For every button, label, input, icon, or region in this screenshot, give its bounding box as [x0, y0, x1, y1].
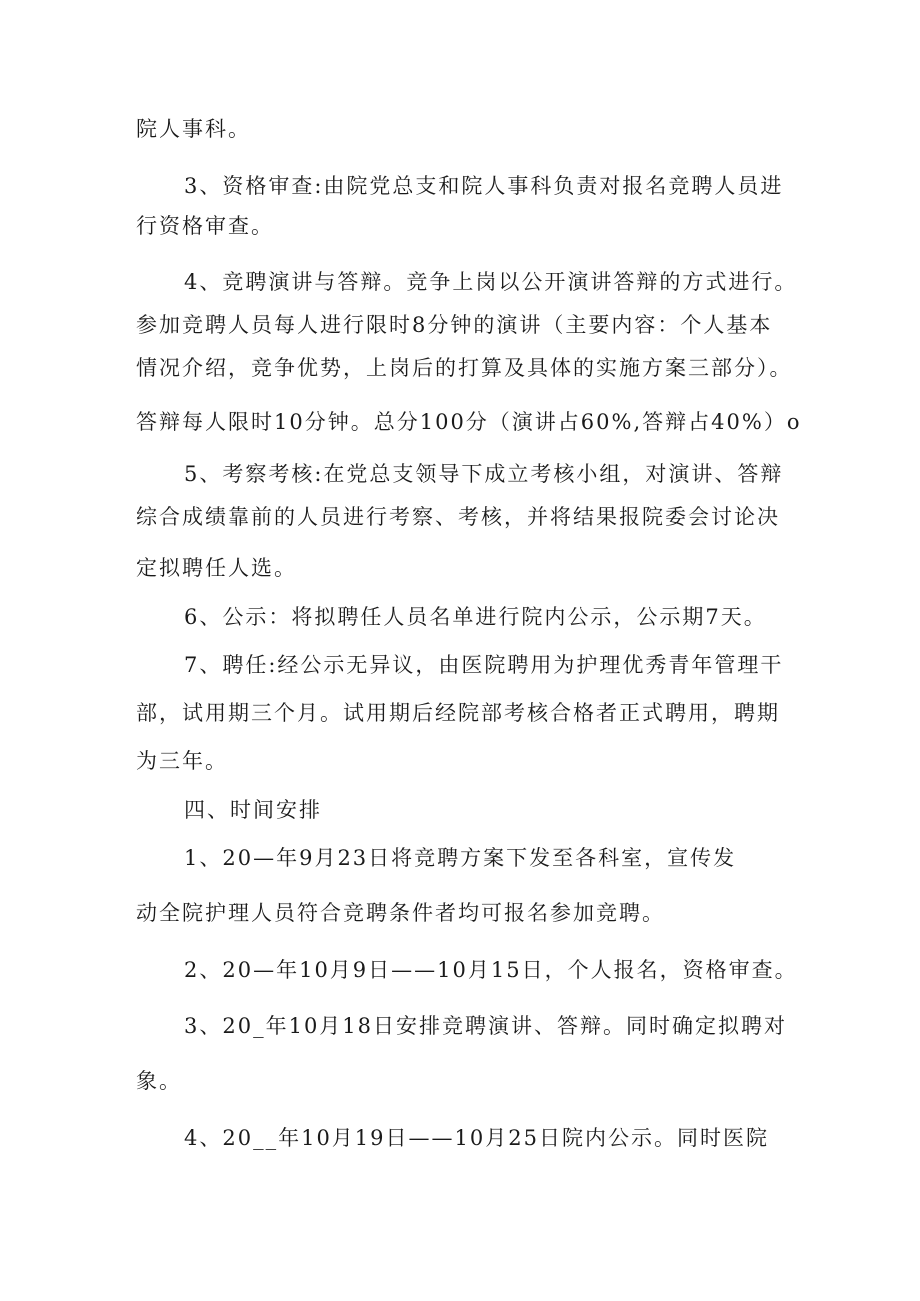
text-line: 为三年。 [136, 749, 228, 773]
text-line: 行资格审查。 [136, 214, 274, 238]
text-line: 院人事科。 [136, 117, 251, 141]
text-line: 答辩每人限时10分钟。总分100分（演讲占60%,答辩占40%）o [136, 410, 802, 434]
text-line: 动全院护理人员符合竞聘条件者均可报名参加竞聘。 [136, 901, 665, 925]
text-line: 6、公示：将拟聘任人员名单进行院内公示，公示期7天。 [184, 605, 767, 629]
text-line: 综合成绩靠前的人员进行考察、考核，并将结果报院委会讨论决 [136, 505, 780, 529]
text-line: 3、20_年10月18日安排竞聘演讲、答辩。同时确定拟聘对 [184, 1014, 788, 1038]
section-heading: 四、时间安排 [184, 798, 322, 822]
text-line: 4、20__年10月19日——10月25日院内公示。同时医院 [184, 1126, 769, 1150]
text-line: 情况介绍，竞争优势，上岗后的打算及具体的实施方案三部分）。 [136, 356, 793, 380]
text-line: 定拟聘任人选。 [136, 556, 297, 580]
text-line: 3、资格审查:由院党总支和院人事科负责对报名竞聘人员进 [184, 174, 784, 198]
text-line: 1、20—年9月23日将竞聘方案下发至各科室，宣传发 [184, 846, 737, 870]
text-line: 4、竞聘演讲与答辩。竞争上岗以公开演讲答辩的方式进行。 [184, 270, 798, 294]
text-line: 7、聘任:经公示无异议，由医院聘用为护理优秀青年管理干 [184, 653, 784, 677]
text-line: 2、20—年10月9日——10月15日，个人报名，资格审查。 [184, 958, 798, 982]
text-line: 部，试用期三个月。试用期后经院部考核合格者正式聘用，聘期 [136, 701, 780, 725]
text-line: 象。 [136, 1069, 182, 1093]
text-line: 5、考察考核:在党总支领导下成立考核小组，对演讲、答辩 [184, 462, 784, 486]
text-line: 参加竞聘人员每人进行限时8分钟的演讲（主要内容：个人基本 [136, 313, 773, 337]
